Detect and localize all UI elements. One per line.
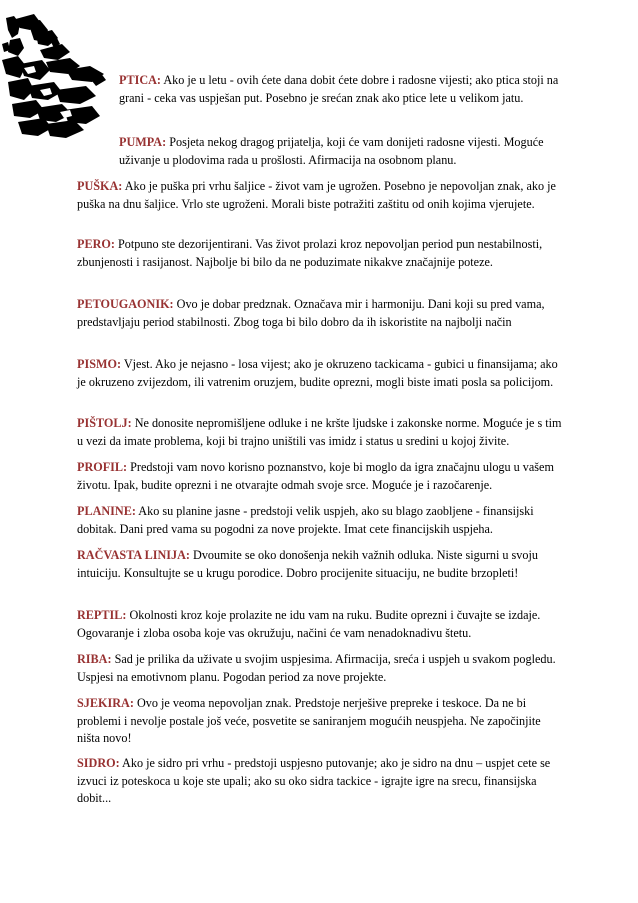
entry-term: RIBA: (77, 652, 112, 666)
entry-term: RAČVASTA LINIJA: (77, 548, 190, 562)
entry-term: PERO: (77, 237, 115, 251)
entry-text: Ako su planine jasne - predstoji velik uspjeh, ako su blago zaobljene - finansijski dobitak. Dani pred vama su pogodni za nove projekte. Imat cete financijskih uspjeha. (77, 504, 534, 536)
entry-pumpa (119, 134, 569, 169)
entry-reptil (77, 607, 564, 642)
entry-text: Predstoji vam novo korisno poznanstvo, koje bi moglo da igra značajnu ulogu u vašem životu. Ipak, budite oprezni i ne otvarajte odmah svoje srce. Moguće je i razočarenje. (77, 460, 554, 492)
entry-racvasta-linija (77, 547, 564, 582)
entry-puska (77, 178, 564, 213)
entry-term: PROFIL: (77, 460, 128, 474)
entry-text: Ovo je veoma nepovoljan znak. Predstoje nerješive prepreke i teskoce. Da ne bi problemi i nevolje postale još veće, posvetite se saniranjem mogućih neuspjeha. Ne započinjite ništa novo! (77, 696, 541, 745)
entry-text: Ovo je dobar predznak. Označava mir i harmoniju. Dani koji su pred vama, predstavljaju period stabilnosti. Zbog toga bi bilo dobro da ih iskoristite na najbolji način (77, 297, 545, 329)
entry-term: PUMPA: (119, 135, 167, 149)
entry-pero (77, 236, 564, 271)
entry-pismo (77, 356, 564, 391)
entry-term: REPTIL: (77, 608, 127, 622)
entry-text: Vjest. Ako je nejasno - losa vijest; ako je okruzeno tackicama - gubici u finansijama; ako je okruzeno zvijezdom, ili vatrenim oruzjem, budite oprezni, mogli biste imati posla sa policijom. (77, 357, 558, 389)
entry-text: Ako je u letu - ovih ćete dana dobit ćete dobre i radosne vijesti; ako ptica stoji na grani - ceka vas uspješan put. Posebno je srećan znak ako ptice lete u velikom jatu. (119, 73, 559, 105)
entry-pistolj (77, 415, 564, 450)
entry-text: Posjeta nekog dragog prijatelja, koji će vam donijeti radosne vijesti. Moguće uživanje u plodovima rada u prošlosti. Afirmacija na osobnom planu. (119, 135, 544, 167)
entry-profil (77, 459, 564, 494)
dream-symbol-logo-icon (0, 0, 112, 142)
entry-text: Dvoumite se oko donošenja nekih važnih odluka. Niste sigurni u svoju intuiciju. Konsultujte se u krugu porodice. Dobro procijenite situaciju, ne budite brzopleti! (77, 548, 538, 580)
entry-term: SJEKIRA: (77, 696, 134, 710)
entry-text: Ako je puška pri vrhu šaljice - život vam je ugrožen. Posebno je nepovoljan znak, ako je puška na dnu šaljice. Vrlo ste ugroženi. Morali biste potražiti zaštitu od onih kojima vjerujete. (77, 179, 556, 211)
entry-term: PTICA: (119, 73, 161, 87)
entry-text: Ako je sidro pri vrhu - predstoji uspjesno putovanje; ako je sidro na dnu – uspjet cete se izvuci iz poteskoca u koje ste upali; ako su oko sidra tackice - igrajte igre na srecu, finansijska dobit... (77, 756, 551, 805)
entry-term: PLANINE: (77, 504, 136, 518)
entry-term: PISMO: (77, 357, 122, 371)
entry-term: PETOUGAONIK: (77, 297, 174, 311)
entry-text: Ne donosite nepromišljene odluke i ne kršte ljudske i zakonske norme. Moguće je s tim u vezi da imate problema, koji bi trajno uništili vas imidz i status u sredini u kojoj živite. (77, 416, 562, 448)
entry-sidro (77, 755, 564, 808)
entry-riba (77, 651, 564, 686)
entry-sjekira (77, 695, 564, 748)
entry-term: PUŠKA: (77, 179, 123, 193)
entry-text: Sad je prilika da uživate u svojim uspjesima. Afirmacija, sreća i uspjeh u svakom pogledu. Uspjesi na emotivnom planu. Pogodan period za nove projekte. (77, 652, 556, 684)
entry-planine (77, 503, 564, 538)
entry-term: SIDRO: (77, 756, 120, 770)
entry-petougaonik (77, 296, 564, 331)
entry-text: Potpuno ste dezorijentirani. Vas život prolazi kroz nepovoljan period pun nestabilnosti, zbunjenosti i rasijanost. Najbolje bi bilo da ne poduzimate nikakve značajnije poteze. (77, 237, 543, 269)
entry-term: PIŠTOLJ: (77, 416, 132, 430)
entry-ptica (119, 72, 569, 107)
entry-text: Okolnosti kroz koje prolazite ne idu vam na ruku. Budite oprezni i čuvajte se izdaje. Ogovaranje i zloba osoba koje vas okružuju, načini će vam nenadoknadivu štetu. (77, 608, 541, 640)
